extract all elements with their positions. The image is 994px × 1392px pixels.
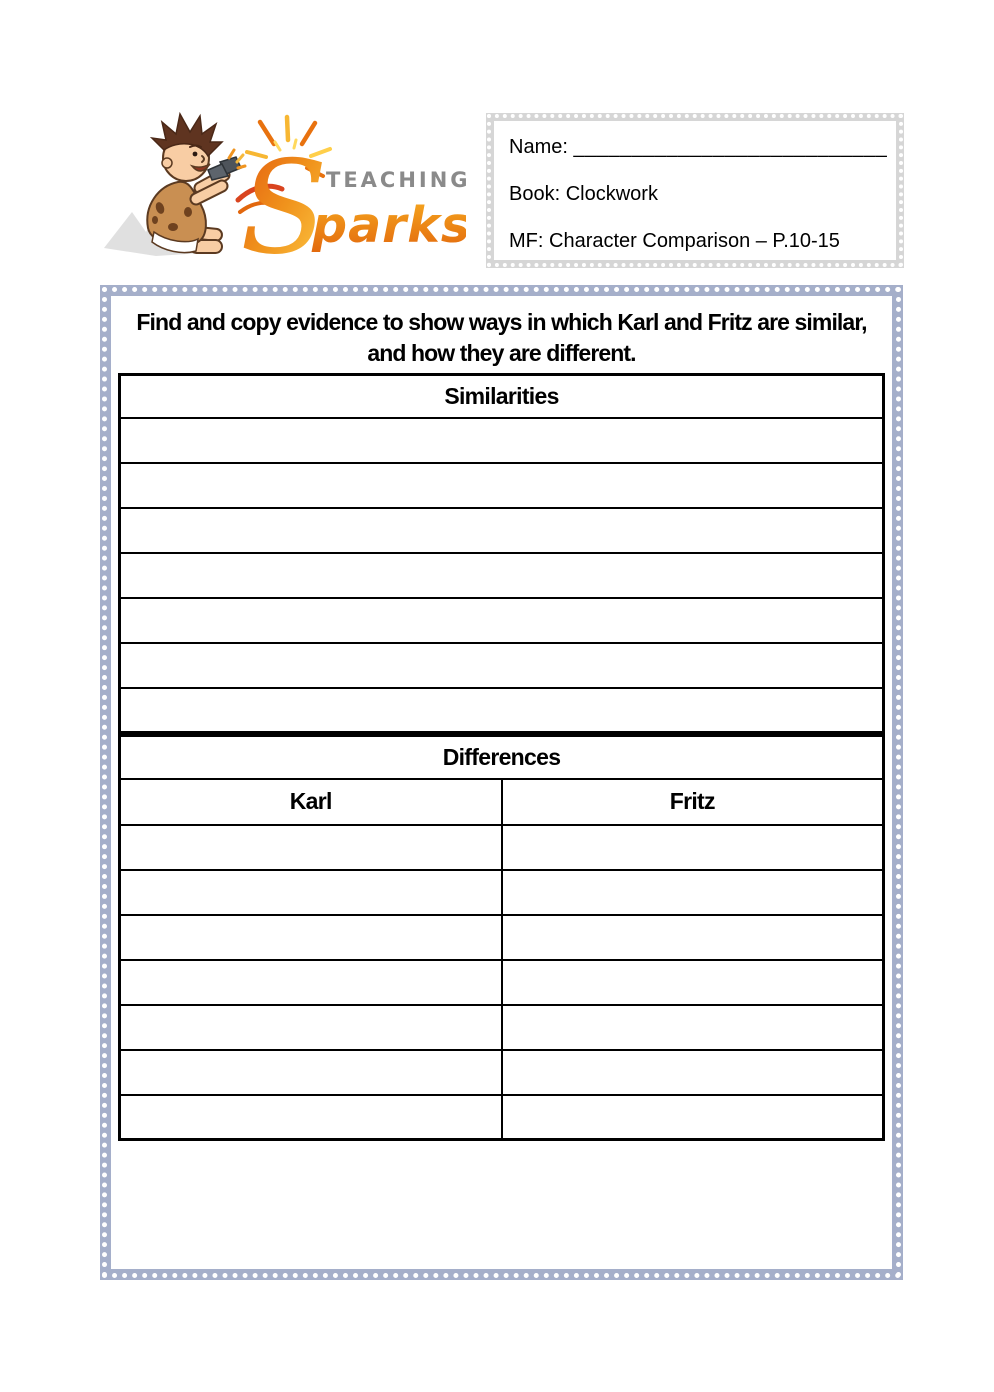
similarities-answer-cell[interactable] <box>120 508 884 553</box>
caveman-boy-illustration <box>147 114 245 253</box>
fritz-column-header: Fritz <box>502 779 884 825</box>
book-label: Book: <box>509 183 561 205</box>
logo-sparks-text: parks <box>312 197 466 254</box>
karl-column-header: Karl <box>120 779 502 825</box>
table-row <box>120 688 884 733</box>
logo-illustration <box>98 112 466 264</box>
similarities-answer-cell[interactable] <box>120 643 884 688</box>
header-info-box <box>486 113 904 268</box>
karl-answer-cell[interactable] <box>120 960 502 1005</box>
similarities-answer-cell[interactable] <box>120 598 884 643</box>
karl-answer-cell[interactable] <box>120 870 502 915</box>
fritz-answer-cell[interactable] <box>502 1095 884 1140</box>
fritz-answer-cell[interactable] <box>502 1005 884 1050</box>
worksheet-frame <box>100 285 903 1280</box>
fritz-answer-cell[interactable] <box>502 870 884 915</box>
instruction-text <box>118 296 885 369</box>
table-row <box>120 418 884 463</box>
mf-row <box>509 230 896 252</box>
fritz-answer-cell[interactable] <box>502 825 884 870</box>
karl-answer-cell[interactable] <box>120 1050 502 1095</box>
similarities-answer-cell[interactable] <box>120 688 884 733</box>
table-row <box>120 825 884 870</box>
mf-value: Character Comparison – P.10-15 <box>549 230 840 252</box>
fritz-answer-cell[interactable] <box>502 915 884 960</box>
instruction-line-2: and how they are different. <box>367 340 636 366</box>
differences-title: Differences <box>120 736 884 779</box>
fritz-answer-cell[interactable] <box>502 1050 884 1095</box>
table-row <box>120 553 884 598</box>
karl-answer-cell[interactable] <box>120 825 502 870</box>
karl-answer-cell[interactable] <box>120 915 502 960</box>
differences-table <box>118 734 885 1141</box>
logo-sparks-initial: S <box>240 134 328 264</box>
mf-label: MF: <box>509 230 544 252</box>
table-row <box>120 1050 884 1095</box>
book-row <box>509 183 896 205</box>
name-row <box>509 136 896 158</box>
table-row <box>120 1095 884 1140</box>
fritz-answer-cell[interactable] <box>502 960 884 1005</box>
table-row <box>120 1005 884 1050</box>
name-label: Name: <box>509 136 568 158</box>
similarities-answer-cell[interactable] <box>120 418 884 463</box>
name-blank-line[interactable]: ___________________________ <box>573 136 888 158</box>
similarities-table <box>118 373 885 734</box>
similarities-answer-cell[interactable] <box>120 463 884 508</box>
instruction-line-1: Find and copy evidence to show ways in which Karl and Fritz are similar, <box>136 309 867 335</box>
flint-stones <box>208 157 241 180</box>
table-row <box>120 463 884 508</box>
table-row <box>120 960 884 1005</box>
table-row <box>120 598 884 643</box>
table-row <box>120 643 884 688</box>
similarities-title: Similarities <box>120 375 884 418</box>
table-row <box>120 870 884 915</box>
similarities-answer-cell[interactable] <box>120 553 884 598</box>
book-value: Clockwork <box>565 183 658 205</box>
karl-answer-cell[interactable] <box>120 1095 502 1140</box>
table-row <box>120 915 884 960</box>
karl-answer-cell[interactable] <box>120 1005 502 1050</box>
teaching-sparks-logo <box>98 112 466 264</box>
logo-teaching-text: TEACHING <box>326 168 466 192</box>
table-row <box>120 508 884 553</box>
